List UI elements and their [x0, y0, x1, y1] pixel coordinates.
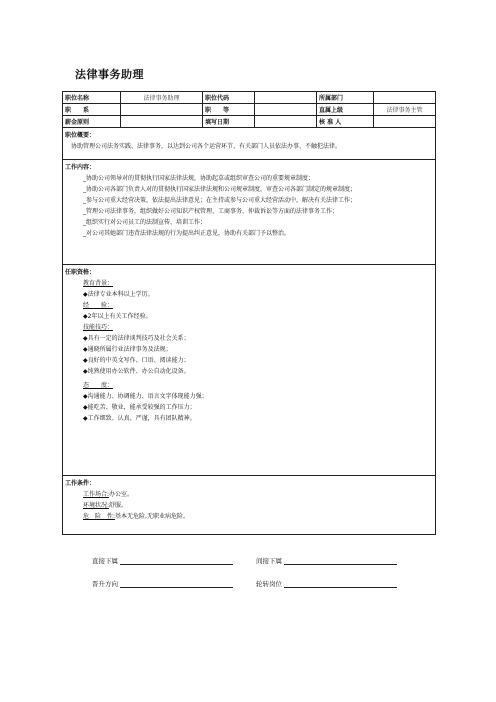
duties-row [63, 160, 436, 265]
duty-text: 协助公司各部门负责人对的贯彻执行国家法律法规和公司规章制度，审查公司各部门制定的规章制度； [86, 186, 357, 193]
diamond-bullet-icon: ◆ [83, 368, 88, 375]
duty-marker: _ [83, 208, 86, 215]
diamond-bullet-icon: ◆ [83, 415, 88, 422]
dept-label: 所属部门 [317, 92, 374, 104]
duty-marker: _ [83, 219, 86, 226]
experience-list [83, 311, 433, 322]
duty-text: 参与公司重大经营决策，依法提出法律意见；在主持或参与公司重大经营活动中，解决有关法律工作； [86, 197, 357, 204]
promotion-label: 晋升方向 [92, 580, 118, 588]
job-name-value: 法律事务助理 [121, 92, 203, 104]
promotion-blank[interactable] [120, 579, 233, 588]
conditions-heading: 工作条件： [65, 480, 96, 487]
diamond-bullet-icon: ◆ [83, 404, 88, 411]
duty-item [65, 195, 433, 206]
education-label: 教育背景： [83, 280, 114, 287]
skill-item [83, 366, 433, 377]
skills-label: 技能技巧： [83, 324, 114, 331]
page-title: 法律事务助理 [75, 68, 144, 81]
direct-subordinate-blank[interactable] [120, 556, 233, 565]
direct-subordinate-label: 直接下属 [92, 557, 118, 565]
duty-text: 对公司其她部门违背法律法规的行为提出纠正意见，协助有关部门予以整治。 [86, 230, 291, 237]
indirect-subordinate-label: 间接下属 [256, 557, 282, 565]
rank-label: 职 等 [203, 104, 255, 116]
date-label: 填写日期 [203, 116, 255, 128]
superior-value: 法律事务主管 [374, 104, 436, 116]
diamond-bullet-icon: ◆ [83, 335, 88, 342]
diamond-bullet-icon: ◆ [83, 313, 88, 320]
duty-marker: _ [83, 186, 86, 193]
experience-item [83, 311, 433, 322]
risk-value: 基本无危险,无职业病危险。 [115, 513, 189, 520]
overview-heading: 职位概要： [65, 132, 96, 139]
diamond-bullet-icon: ◆ [83, 357, 88, 364]
attitude-item-text: 沟通能力、协调能力、语言文字体现能力强； [87, 393, 208, 400]
qualifications-heading: 任职资格： [65, 269, 96, 276]
skill-item-text: 纯熟使用办公软件、办公自动化设备。 [87, 368, 190, 375]
duty-item [65, 217, 433, 228]
risk-label: 危 险 性: [83, 513, 116, 520]
skill-item [83, 355, 433, 366]
attitude-item [83, 402, 433, 413]
duty-marker: _ [83, 230, 86, 237]
duties-heading: 工作内容： [65, 164, 96, 171]
duty-text: 协助公司领导对的贯彻执行国家法律法规，协助起草或组织审查公司的重要规章制度； [86, 175, 315, 182]
series-value [121, 104, 203, 116]
rotation-blank[interactable] [284, 579, 397, 588]
duty-text: 组织实行对公司员工的法制宣传、培训工作； [86, 219, 207, 226]
education-item-text: 法律专业本科以上学历。 [87, 291, 154, 298]
experience-label: 经 验： [83, 302, 114, 309]
place-value: 办公室。 [109, 491, 134, 498]
duties-list [65, 173, 433, 239]
indirect-subordinate-field [256, 556, 397, 565]
rotation-label: 轮转岗位 [256, 580, 282, 588]
duty-item [65, 184, 433, 195]
duty-marker: _ [83, 197, 86, 204]
overview-row [63, 128, 436, 160]
promotion-field [92, 579, 233, 588]
skill-item-text: 良好的中英文写作、口语、阅读能力； [87, 357, 190, 364]
overview-text: 协助管理公司法务实践、法律事务，以达到公司各个运营环节、有关部门人员依法办事、不触犯法律。 [71, 143, 342, 150]
series-label: 职 系 [63, 104, 121, 116]
dept-value [374, 92, 436, 104]
job-description-table [62, 91, 436, 535]
direct-subordinate-field [92, 556, 233, 565]
duty-item [65, 228, 433, 239]
skill-item-text: 通晓所属行业法律事务及法规； [87, 346, 172, 353]
skills-list [83, 333, 433, 377]
skill-item [83, 344, 433, 355]
attitude-item [83, 413, 433, 424]
conditions-row [63, 476, 436, 535]
env-label: 环境状况: [83, 502, 110, 509]
experience-item-text: 2年以上有关工作经验。 [87, 313, 152, 320]
rank-value [255, 104, 317, 116]
diamond-bullet-icon: ◆ [83, 291, 88, 298]
diamond-bullet-icon: ◆ [83, 346, 88, 353]
education-item [83, 289, 433, 300]
approver-label: 核 准 人 [317, 116, 374, 128]
job-name-label: 职位名称 [63, 92, 121, 104]
qualifications-row [63, 265, 436, 476]
header-row-2 [63, 104, 436, 116]
attitude-item-text: 能吃苦、敬业，能承受较强的工作压力； [87, 404, 196, 411]
date-value [255, 116, 317, 128]
education-list [83, 289, 433, 300]
salary-label: 薪金原则 [63, 116, 121, 128]
job-code-label: 职位代码 [203, 92, 255, 104]
skill-item [83, 333, 433, 344]
attitude-label: 态 度： [83, 382, 114, 389]
attitude-item [83, 391, 433, 402]
attitude-item-text: 工作细致、认真、严谨，具有团队精神。 [87, 415, 196, 422]
duty-marker: _ [83, 175, 86, 182]
duty-item [65, 206, 433, 217]
header-row-1 [63, 92, 436, 104]
rotation-field [256, 579, 397, 588]
job-code-value [255, 92, 317, 104]
approver-value [374, 116, 436, 128]
diamond-bullet-icon: ◆ [83, 393, 88, 400]
header-row-3 [63, 116, 436, 128]
env-value: 舒服。 [109, 502, 128, 509]
duty-item [65, 173, 433, 184]
superior-label: 直属上级 [317, 104, 374, 116]
duty-text: 管理公司法律事务，组织做好公司知识产权管理、工商事务、仲裁诉讼等方面的法律事务工作； [86, 208, 339, 215]
skill-item-text: 具有一定的法律谈判技巧及社会关系； [87, 335, 190, 342]
salary-value [121, 116, 203, 128]
attitude-list [83, 391, 433, 424]
indirect-subordinate-blank[interactable] [284, 556, 397, 565]
place-label: 工作场合: [83, 491, 110, 498]
